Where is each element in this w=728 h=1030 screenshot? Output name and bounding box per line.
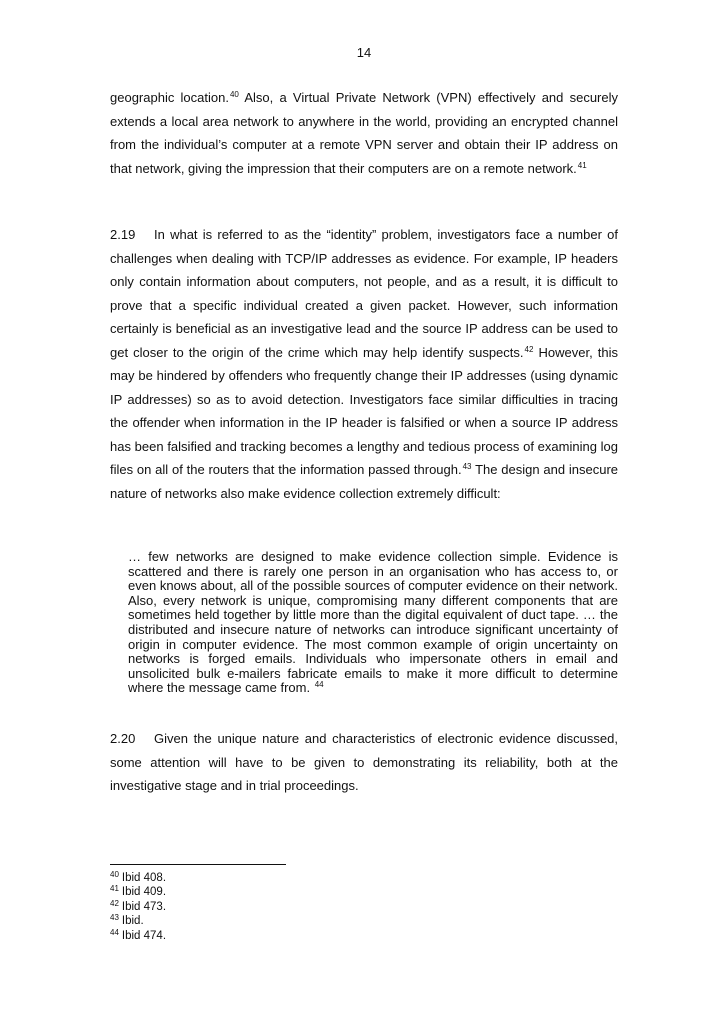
footnote-number: 44 xyxy=(110,927,119,937)
paragraph-text: However, this may be hindered by offenders who frequently change their IP addresses (using dynamic IP addresses) so as to avoid detection. Investigators face similar difficulties in tracing the offender when information in the IP header is falsified or when a source IP address has been falsified and tracking becomes a lengthy and tedious process of examining log files on all of the routers that the information passed through. xyxy=(110,344,618,477)
paragraph-2-19 xyxy=(110,223,618,505)
paragraph-text: Also, a Virtual Private Network (VPN) effectively and securely extends a local area network to anywhere in the world, providing an encrypted channel from the individual’s computer at a remote VPN server and obtain their IP address on that network, giving the impression that their computers are on a remote network. xyxy=(110,90,618,176)
footnote-text: Ibid 408. xyxy=(121,872,167,884)
footnote-ref: 42 xyxy=(524,344,534,354)
paragraph-number: 2.19 xyxy=(110,227,136,242)
paragraph-text: Given the unique nature and characteristics of electronic evidence discussed, some attention will have to be given to demonstrating its reliability, both at the investigative stage and in trial proceedings. xyxy=(110,731,618,793)
footnote xyxy=(110,929,166,943)
quote-text: … few networks are designed to make evidence collection simple. Evidence is scattered and there is rarely one person in an organisation who has access to, or even knows about, all of the possible sources of computer evidence on their network. Also, every network is unique, compromising many different components that are sometimes held together by little more than the digital equivalent of duct tape. … the distributed and insecure nature of networks can introduce significant uncertainty of origin in computer evidence. The most common example of origin uncertainty on networks is forged emails. Individuals who impersonate others in email and unsolicited bulk e-mailers fabricate emails to make it more difficult to determine where the message came from. xyxy=(128,549,618,696)
footnote-ref: 43 xyxy=(462,462,472,471)
footnote-text: Ibid 409. xyxy=(121,886,167,899)
footnote-ref: 40 xyxy=(229,90,239,99)
paragraph-number: 2.20 xyxy=(110,731,136,746)
footnote xyxy=(110,900,166,914)
footnote-text: Ibid. xyxy=(121,915,144,928)
footnote-number: 42 xyxy=(110,898,119,908)
footnote xyxy=(110,871,166,885)
paragraph-text: The design and insecure nature of networks also make evidence collection extremely difficult: xyxy=(110,462,619,501)
footnotes xyxy=(110,871,166,943)
footnote-number: 43 xyxy=(110,913,119,923)
footnote xyxy=(110,914,166,928)
paragraph-text: geographic location. xyxy=(110,90,229,105)
paragraph-continued xyxy=(110,86,618,180)
footnote-divider xyxy=(110,864,286,865)
footnote-text: Ibid 474. xyxy=(121,929,167,942)
footnote-text: Ibid 473. xyxy=(121,900,167,913)
footnote-number: 41 xyxy=(110,884,119,894)
footnote-number: 40 xyxy=(110,870,119,879)
footnote-ref: 44 xyxy=(314,680,324,690)
footnote-ref: 41 xyxy=(577,160,587,170)
paragraph-text: In what is referred to as the “identity” problem, investigators face a number of challenges when dealing with TCP/IP addresses as evidence. For example, IP headers only contain information about computers, not people, and as a result, it is difficult to prove that a specific individual created a given packet. However, such information certainly is beneficial as an investigative lead and the source IP address can be used to get closer to the origin of the crime which may help identify suspects. xyxy=(110,227,618,360)
footnote xyxy=(110,885,166,899)
page-number: 14 xyxy=(356,45,372,60)
paragraph-2-20 xyxy=(110,727,618,798)
block-quote xyxy=(128,550,618,696)
